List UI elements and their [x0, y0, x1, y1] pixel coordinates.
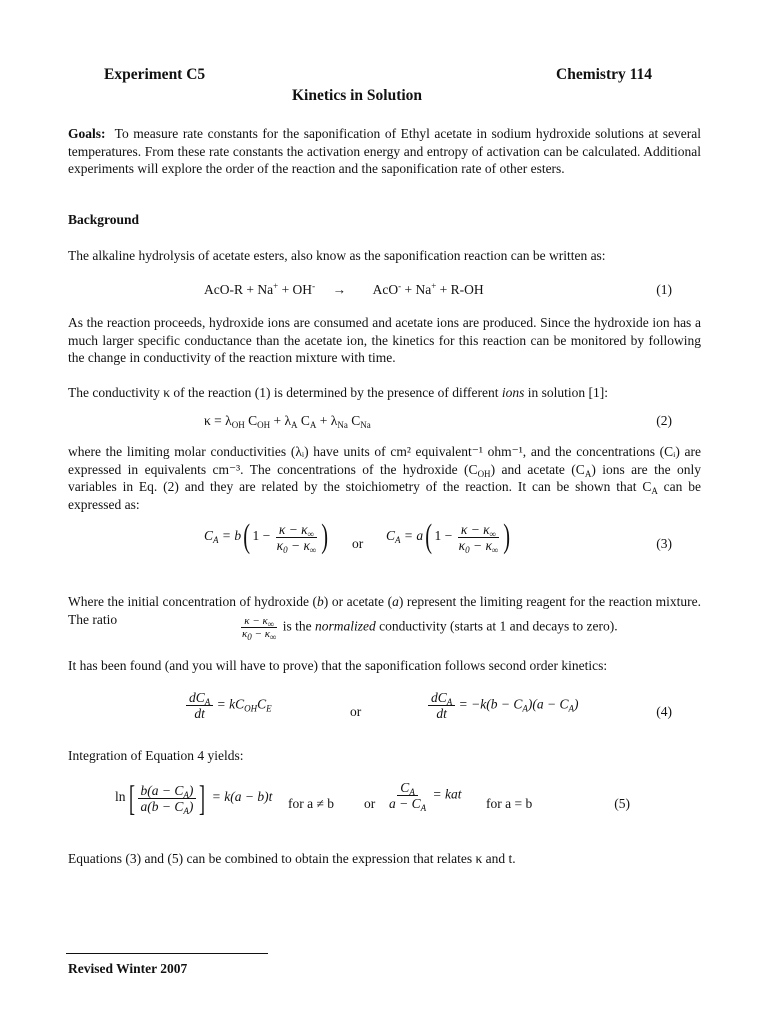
revision-label: Revised Winter 2007: [68, 961, 188, 976]
eq3-text: = a: [400, 528, 424, 544]
eq4-num: dC: [189, 690, 205, 705]
intro-paragraph: The alkaline hydrolysis of acetate esters, also know as the saponification reaction can be written as:: [68, 248, 606, 263]
para5-text: ) represent the limiting reagent for the reaction mixture. The ratio: [68, 594, 701, 627]
equation-number-4: (4): [656, 704, 672, 719]
eq4-text: )(a − C: [527, 696, 569, 712]
eq3-or: or: [352, 536, 364, 551]
eq2-text: + λ: [270, 413, 292, 428]
eq4-derivative: [186, 690, 213, 721]
eq1-sup: -: [398, 281, 402, 291]
eq2-text: C: [244, 413, 258, 428]
course-label: Chemistry 114: [556, 66, 653, 83]
reaction-arrow: →: [332, 282, 346, 297]
eq3-fraction: [456, 522, 502, 553]
equation-3: $C_A = b$( 1 − $\frac{\kappa - \kappa_\infty}{\kappa_0 - \kappa_\infty}$ ): [204, 518, 329, 555]
eq3-den: − κ: [287, 537, 310, 553]
para5-text: Where the initial concentration of hydroxide (: [68, 594, 318, 609]
equation-4: [186, 690, 272, 721]
equation-number-5: (5): [614, 796, 630, 811]
eq4-num: dC: [431, 690, 447, 705]
para5-text: is the: [279, 618, 316, 634]
eq5-num: C: [400, 780, 410, 795]
eq4-text: = kC: [216, 696, 245, 712]
eq4-sub: OH: [244, 703, 258, 714]
eq3-fraction: [274, 522, 320, 553]
eq5-or: or: [364, 796, 376, 811]
eq3-sub: ∞: [491, 544, 499, 555]
limiting-conductivities-paragraph: [68, 443, 701, 513]
eq5-fraction-alt: [386, 780, 429, 811]
eq5-sub: A: [409, 787, 415, 797]
conductivity-paragraph: [68, 384, 701, 402]
ratio-sub: 0: [247, 632, 252, 642]
eq2-sub: A: [291, 420, 298, 430]
eq2-sub: OH: [257, 420, 271, 430]
eq5-ln: ln: [115, 789, 126, 805]
eq5-num: b(a − C: [140, 782, 184, 798]
para4-text: ) and acetate (C: [490, 461, 585, 477]
eq3-num: κ − κ: [460, 521, 490, 537]
eq3-sub: A: [213, 535, 219, 546]
eq4-derivative: [428, 690, 455, 721]
equation-number-1: (1): [656, 282, 672, 297]
eq4-sub: A: [446, 697, 453, 707]
para3-text: The conductivity κ of the reaction (1) is determined by the presence of different: [68, 385, 502, 400]
eq4-sub: A: [522, 703, 528, 714]
eq5-num: ): [188, 782, 194, 798]
eq3-text: 1 −: [434, 528, 453, 544]
eq3-den: κ: [458, 537, 466, 553]
equation-number-3: (3): [656, 536, 672, 551]
eq2-sub: A: [309, 420, 317, 430]
goals-label: Goals:: [68, 126, 106, 141]
para4-sub: OH: [477, 468, 491, 479]
eq3-num: κ − κ: [278, 521, 308, 537]
combined-paragraph: Equations (3) and (5) can be combined to obtain the expression that relates κ and t.: [68, 851, 516, 866]
para5-var: b: [317, 594, 324, 609]
equation-5: ln[ $\frac{b(a - C_A)}{a(b - C_A)}$ ] = k(a − b)t: [115, 778, 273, 818]
eq4-sub: A: [568, 703, 574, 714]
eq2-text: κ = λ: [204, 413, 232, 428]
equation-5-alt: [386, 780, 461, 811]
integration-paragraph: Integration of Equation 4 yields:: [68, 748, 244, 763]
ratio-den: κ: [242, 628, 248, 640]
equation-3-alt: $C_A = a$( 1 − $\frac{\kappa - \kappa_\infty}{\kappa_0 - \kappa_\infty}$ ): [386, 518, 511, 555]
eq2-sub: Na: [337, 420, 348, 430]
eq5-rhs: = kat: [432, 786, 462, 802]
ratio-sub: ∞: [267, 619, 275, 629]
goals-paragraph: [68, 125, 701, 178]
para4-sub: A: [651, 486, 658, 496]
eq5-sub: A: [420, 803, 427, 813]
para4-text: can be expressed as:: [68, 479, 701, 512]
eq2-sub: Na: [360, 420, 371, 430]
para5-var: a: [392, 594, 399, 609]
eq5-sub: A: [183, 805, 189, 816]
eq1-text: AcO-R + Na: [204, 282, 274, 297]
eq3-var: C: [204, 528, 214, 544]
equation-4-alt: [428, 690, 578, 721]
para5-normalized: normalized: [315, 618, 376, 634]
eq4-text: = −k(b − C: [458, 696, 523, 712]
eq5-condition-1: for a ≠ b: [288, 796, 335, 811]
eq4-text: ): [573, 696, 579, 712]
normalized-ratio: [239, 615, 279, 640]
eq5-fraction: [138, 783, 197, 814]
eq3-sub: 0: [283, 544, 288, 555]
eq3-den: κ: [276, 537, 284, 553]
eq3-sub: ∞: [489, 528, 497, 539]
eq2-text: + λ: [316, 413, 338, 428]
eq5-den: a − C: [389, 796, 421, 811]
eq5-rhs: = k(a − b)t: [211, 789, 273, 805]
eq5-den: ): [188, 798, 194, 814]
footer-rule: [66, 953, 268, 954]
ratio-den: − κ: [251, 628, 270, 640]
eq3-sub: ∞: [307, 528, 315, 539]
eq1-sup: +: [431, 281, 437, 291]
para4-sub: A: [584, 468, 592, 479]
experiment-label: Experiment C5: [104, 66, 206, 83]
ratio-sub: ∞: [269, 632, 277, 642]
eq2-text: C: [297, 413, 310, 428]
eq2-sub: OH: [231, 420, 245, 430]
background-heading: Background: [68, 212, 140, 227]
para4-text: where the limiting molar conductivities (λᵢ) have units of cm² equivalent⁻¹ ohm⁻¹, and the concentrations (Cᵢ) are expressed in equivalents cm⁻³. The concentrations of the hydroxide (C: [68, 444, 701, 477]
equation-1: [204, 281, 484, 299]
eq1-text: + R-OH: [436, 282, 484, 297]
eq4-den: dt: [436, 706, 447, 721]
eq4-sub: E: [266, 703, 272, 714]
eq3-sub: ∞: [309, 544, 317, 555]
eq1-sup: +: [273, 281, 279, 291]
eq4-text: C: [257, 696, 267, 712]
eq1-text: + OH: [278, 282, 313, 297]
second-order-paragraph: It has been found (and you will have to prove) that the saponification follows second order kinetics:: [68, 658, 608, 673]
eq4-sub: A: [204, 697, 211, 707]
eq1-text: AcO: [372, 282, 399, 297]
para3-ions: ions: [501, 385, 525, 400]
eq5-sub: A: [183, 789, 189, 800]
page-title: Kinetics in Solution: [292, 87, 423, 104]
eq2-text: C: [347, 413, 361, 428]
eq1-text: + Na: [401, 282, 432, 297]
eq5-den: a(b − C: [140, 798, 184, 814]
para5-text: conductivity (starts at 1 and decays to zero).: [375, 618, 618, 634]
para4-text: ) ions are the only variables in Eq. (2) and they are related by the stoichiometry of the reaction. It can be shown that C: [68, 461, 702, 494]
goals-text: To measure rate constants for the saponification of Ethyl acetate in sodium hydroxide solutions at several temperatures. From these rate constants the activation energy and entropy of activation can be calculated. Additional experiments will explore the order of the reaction and the saponification rate of other esters.: [68, 126, 701, 176]
conductance-paragraph: As the reaction proceeds, hydroxide ions are consumed and acetate ions are produced. Since the hydroxide ion has a much larger specific conductance than the acetate ion, the kinetics for this reaction can be monitored by following the change in conductivity of the reaction mixture with time.: [68, 315, 701, 365]
eq3-den: − κ: [469, 537, 492, 553]
equation-number-2: (2): [656, 413, 672, 428]
eq3-text: = b: [218, 528, 242, 544]
para3-text: in solution [1]:: [524, 385, 609, 400]
eq4-or: or: [350, 704, 362, 719]
ratio-num: κ − κ: [244, 615, 268, 627]
eq4-den: dt: [194, 706, 205, 721]
eq5-condition-2: for a = b: [486, 796, 533, 811]
eq3-sub: A: [395, 535, 401, 546]
equation-2: [204, 412, 371, 430]
eq3-var: C: [386, 528, 396, 544]
para5-text: ) or acetate (: [323, 594, 393, 609]
eq3-text: 1 −: [252, 528, 271, 544]
ratio-line: [68, 615, 618, 640]
eq3-sub: 0: [465, 544, 470, 555]
eq1-sup: -: [312, 281, 316, 291]
